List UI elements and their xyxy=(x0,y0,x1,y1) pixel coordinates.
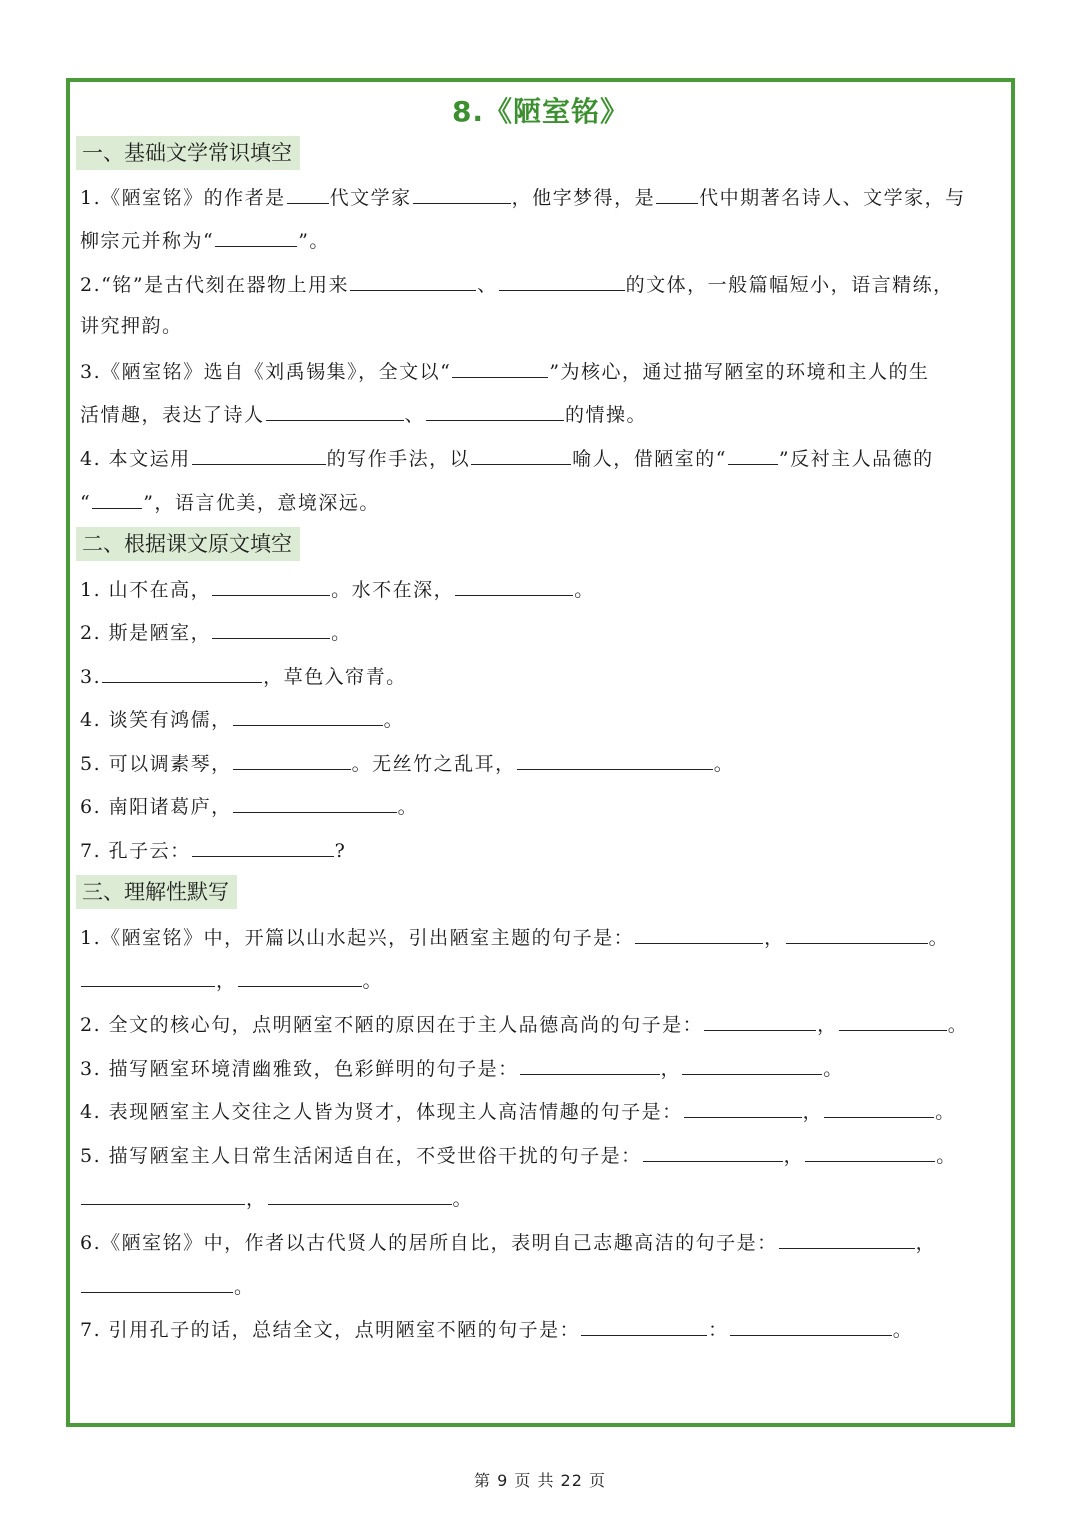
p2-q6: 6. 南阳诸葛庐， 。 xyxy=(80,790,1003,822)
blank[interactable] xyxy=(192,442,326,465)
blank[interactable] xyxy=(805,1139,935,1162)
blank[interactable] xyxy=(81,964,215,987)
p1-q1-line2: 柳宗元并称为“ ”。 xyxy=(80,224,1003,256)
p1-q4-line1: 4. 本文运用 的写作手法，以 喻人，借陋室的“ ”反衬主人品德的 xyxy=(80,442,1003,474)
blank[interactable] xyxy=(839,1008,947,1031)
p1-q3-line1: 3.《陋室铭》选自《刘禹锡集》，全文以“ ”为核心，通过描写陋室的环境和主人的生 xyxy=(80,355,1003,387)
blank[interactable] xyxy=(581,1313,707,1336)
p1-q2-line1: 2.“铭”是古代刻在器物上用来 、 的文体，一般篇幅短小，语言精练， xyxy=(80,268,1003,300)
blank[interactable] xyxy=(426,398,564,421)
blank[interactable] xyxy=(102,660,262,683)
p3-q3: 3. 描写陋室环境清幽雅致，色彩鲜明的句子是： ， 。 xyxy=(80,1052,1003,1084)
p3-q1-line1: 1.《陋室铭》中，开篇以山水起兴，引出陋室主题的句子是： ， 。 xyxy=(80,921,1003,953)
p1-q1-line1: 1.《陋室铭》的作者是 代文学家 ，他字梦得，是 代中期著名诗人、文学家，与 xyxy=(80,181,1003,213)
blank[interactable] xyxy=(656,181,698,204)
p3-q2: 2. 全文的核心句，点明陋室不陋的原因在于主人品德高尚的句子是： ， 。 xyxy=(80,1008,1003,1040)
section-heading-3: 三、理解性默写 xyxy=(76,875,237,909)
blank[interactable] xyxy=(682,1052,822,1075)
blank[interactable] xyxy=(233,790,397,813)
blank[interactable] xyxy=(452,355,548,378)
p3-q5-line2: ， 。 xyxy=(80,1182,1003,1214)
p1-q4-line2: “ ”，语言优美，意境深远。 xyxy=(80,486,1003,518)
p3-q1-line2: ， 。 xyxy=(80,964,1003,996)
blank[interactable] xyxy=(786,921,928,944)
blank[interactable] xyxy=(779,1226,915,1249)
blank[interactable] xyxy=(350,268,476,291)
blank[interactable] xyxy=(192,834,334,857)
p1-q3-line2: 活情趣，表达了诗人 、 的情操。 xyxy=(80,398,1003,430)
p1-q2-line2: 讲究押韵。 xyxy=(80,315,183,337)
p2-q3: 3. ，草色入帘青。 xyxy=(80,660,1003,692)
page-number: 第 9 页 共 22 页 xyxy=(474,1471,606,1490)
blank[interactable] xyxy=(517,747,713,770)
p3-q6-line1: 6.《陋室铭》中，作者以古代贤人的居所自比，表明自己志趣高洁的句子是： ， xyxy=(80,1226,1003,1258)
blank[interactable] xyxy=(730,1313,892,1336)
blank[interactable] xyxy=(238,964,362,987)
blank[interactable] xyxy=(233,747,351,770)
blank[interactable] xyxy=(268,1182,452,1205)
blank[interactable] xyxy=(233,703,383,726)
blank[interactable] xyxy=(635,921,763,944)
blank[interactable] xyxy=(824,1095,934,1118)
blank[interactable] xyxy=(92,486,142,509)
blank[interactable] xyxy=(520,1052,660,1075)
p3-q4: 4. 表现陋室主人交往之人皆为贤才，体现主人高洁情趣的句子是： ， 。 xyxy=(80,1095,1003,1127)
blank[interactable] xyxy=(471,442,571,465)
blank[interactable] xyxy=(266,398,404,421)
p2-q7: 7. 孔子云： ? xyxy=(80,834,1003,866)
blank[interactable] xyxy=(212,573,330,596)
p3-q6-line2: 。 xyxy=(80,1270,1003,1302)
blank[interactable] xyxy=(455,573,573,596)
blank[interactable] xyxy=(728,442,778,465)
p3-q7: 7. 引用孔子的话，总结全文，点明陋室不陋的句子是： ： 。 xyxy=(80,1313,1003,1345)
blank[interactable] xyxy=(212,616,330,639)
blank[interactable] xyxy=(287,181,329,204)
page-title: 8.《陋室铭》 xyxy=(451,95,630,128)
blank[interactable] xyxy=(643,1139,783,1162)
p2-q1: 1. 山不在高， 。水不在深， 。 xyxy=(80,573,1003,605)
blank[interactable] xyxy=(413,181,511,204)
section-heading-1: 一、基础文学常识填空 xyxy=(76,136,300,170)
blank[interactable] xyxy=(684,1095,802,1118)
blank[interactable] xyxy=(81,1182,245,1205)
p2-q4: 4. 谈笑有鸿儒， 。 xyxy=(80,703,1003,735)
p2-q5: 5. 可以调素琴， 。无丝竹之乱耳， 。 xyxy=(80,747,1003,779)
p2-q2: 2. 斯是陋室， 。 xyxy=(80,616,1003,648)
worksheet-frame xyxy=(66,78,1015,1427)
section-heading-2: 二、根据课文原文填空 xyxy=(76,527,300,561)
blank[interactable] xyxy=(499,268,625,291)
blank[interactable] xyxy=(215,224,297,247)
blank[interactable] xyxy=(704,1008,816,1031)
p3-q5-line1: 5. 描写陋室主人日常生活闲适自在，不受世俗干扰的句子是： ， 。 xyxy=(80,1139,1003,1171)
blank[interactable] xyxy=(81,1270,233,1293)
